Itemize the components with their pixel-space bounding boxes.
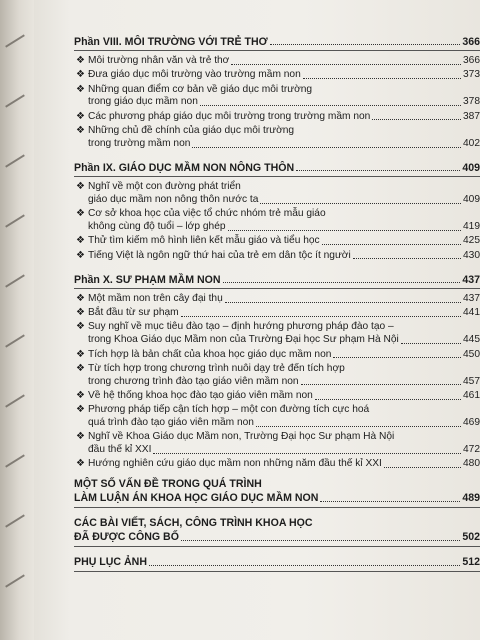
part-heading [74, 30, 480, 48]
entry-text: Bắt đầu từ sư phạm [88, 307, 179, 319]
section-rule [74, 571, 480, 572]
bullet-diamond-icon: ❖ [76, 69, 85, 81]
bullet-diamond-icon: ❖ [76, 458, 85, 470]
toc-entry [74, 125, 480, 151]
entry-last-line [88, 334, 480, 347]
part-page-number: 366 [462, 36, 480, 48]
entry-text: trong Khoa Giáo dục Mầm non của Trường Đại học Sư phạm Hà Nội [88, 334, 399, 346]
binding-stitch [5, 334, 25, 347]
bullet-diamond-icon: ❖ [76, 389, 85, 401]
table-of-contents [74, 30, 480, 580]
leader-dots [231, 64, 461, 65]
bullet-diamond-icon: ❖ [76, 124, 85, 136]
bullet-diamond-icon: ❖ [76, 83, 85, 95]
section-rule [74, 546, 480, 547]
entry-text-line: Những quan điểm cơ bản về giáo dục môi trường [88, 83, 313, 95]
entry-text: Tiếng Việt là ngôn ngữ thứ hai của trẻ em dân tộc ít người [88, 249, 351, 261]
entry-page-number: 437 [463, 292, 480, 304]
entry-text: giáo dục mầm non nông thôn nước ta [88, 193, 259, 205]
section-title-line: CÁC BÀI VIẾT, SÁCH, CÔNG TRÌNH KHOA HỌC [74, 516, 313, 529]
binding-stitch [5, 34, 25, 47]
entry-last-line [88, 444, 480, 457]
bullet-diamond-icon: ❖ [76, 362, 85, 374]
bullet-diamond-icon: ❖ [76, 208, 85, 220]
entry-page-number: 472 [463, 444, 480, 456]
entry-last-line [88, 250, 480, 263]
bullet-diamond-icon: ❖ [76, 249, 85, 261]
entry-last-line [88, 69, 480, 82]
section-title: ĐÃ ĐƯỢC CÔNG BỐ [74, 530, 179, 543]
toc-entry [74, 250, 480, 263]
section-title: PHỤ LỤC ẢNH [74, 555, 147, 568]
toc-entry [74, 307, 480, 320]
entry-page-number: 461 [463, 389, 480, 401]
entry-last-line [88, 349, 480, 362]
toc-entry [74, 69, 480, 82]
toc-entry [74, 458, 480, 471]
entry-text: Các phương pháp giáo dục môi trường trong trường mầm non [88, 110, 371, 122]
leader-dots [270, 44, 461, 45]
entry-page-number: 450 [463, 348, 480, 360]
toc-entry [74, 111, 480, 124]
toc-entry [74, 235, 480, 248]
bullet-diamond-icon: ❖ [76, 110, 85, 122]
entry-text: quá trình đào tạo giáo viên mầm non [88, 417, 254, 429]
entry-text: không cùng độ tuổi – lớp ghép [88, 220, 226, 232]
toc-entry [74, 55, 480, 68]
toc-entry [74, 349, 480, 362]
bullet-diamond-icon: ❖ [76, 431, 85, 443]
leader-dots [200, 105, 461, 106]
section-rule [74, 507, 480, 508]
entry-text-line: Từ tích hợp trong chương trình nuôi dạy trẻ đến tích hợp [88, 362, 345, 374]
entry-page-number: 378 [463, 96, 480, 108]
book-binding [0, 0, 34, 640]
bullet-diamond-icon: ❖ [76, 404, 85, 416]
leader-dots [225, 302, 461, 303]
entry-last-line [88, 293, 480, 306]
part-page-number: 437 [462, 273, 480, 286]
binding-stitch [5, 514, 25, 527]
toc-entry [74, 321, 480, 347]
entry-page-number: 419 [463, 220, 480, 232]
toc-entry [74, 404, 480, 430]
toc-entry [74, 390, 480, 403]
entry-text: Thử tìm kiếm mô hình liên kết mẫu giáo và tiểu học [88, 235, 320, 247]
section-title: LÀM LUẬN ÁN KHOA HỌC GIÁO DỤC MẦM NON [74, 491, 319, 504]
closing-section [74, 555, 480, 569]
bullet-diamond-icon: ❖ [76, 181, 85, 193]
bullet-diamond-icon: ❖ [76, 348, 85, 360]
entry-last-line [88, 390, 480, 403]
part-title: Phần IX. GIÁO DỤC MẦM NON NÔNG THÔN [74, 162, 295, 175]
book-page [34, 0, 480, 640]
entry-text: Môi trường nhân văn và trẻ thơ [88, 55, 230, 66]
part-title: Phần VIII. MÔI TRƯỜNG VỚI TRẺ THƠ [74, 36, 268, 48]
bullet-diamond-icon: ❖ [76, 307, 85, 319]
part-title: Phần X. SƯ PHẠM MẦM NON [74, 273, 221, 286]
section-title-last-line [74, 530, 480, 544]
leader-dots [322, 244, 461, 245]
closing-section [74, 477, 480, 505]
leader-dots [353, 258, 461, 259]
entry-text: Hướng nghiên cứu giáo dục mầm non những năm đầu thế kỉ XXI [88, 458, 382, 470]
section-title-line: MỘT SỐ VẤN ĐỀ TRONG QUÁ TRÌNH [74, 477, 262, 490]
entry-page-number: 469 [463, 417, 480, 429]
entry-text-line: Nghĩ về Khoa Giáo dục Mầm non, Trường Đại học Sư phạm Hà Nội [88, 431, 395, 443]
leader-dots [333, 357, 461, 358]
entry-last-line [88, 458, 480, 471]
entry-page-number: 480 [463, 458, 480, 470]
entry-last-line [88, 235, 480, 248]
entry-text: Về hệ thống khoa học đào tạo giáo viên mầm non [88, 389, 313, 401]
entry-text: đầu thế kỉ XXI [88, 444, 152, 456]
toc-entry [74, 293, 480, 306]
leader-dots [372, 119, 461, 120]
leader-dots [401, 343, 461, 344]
heading-rule [74, 288, 480, 289]
entry-page-number: 366 [463, 55, 480, 66]
section-page-number: 489 [462, 491, 480, 504]
binding-stitch [5, 274, 25, 287]
leader-dots [303, 78, 461, 79]
entry-last-line [88, 307, 480, 320]
leader-dots [192, 147, 461, 148]
entry-text-line: Nghĩ về một con đường phát triển [88, 181, 241, 193]
entry-text: trong giáo dục mầm non [88, 96, 198, 108]
leader-dots [320, 501, 460, 502]
entry-text: trong trường mầm non [88, 137, 191, 149]
heading-rule [74, 176, 480, 177]
leader-dots [149, 565, 460, 566]
closing-section [74, 516, 480, 544]
section-page-number: 512 [462, 555, 480, 568]
entry-page-number: 373 [463, 69, 480, 81]
entry-text-line: Suy nghĩ về mục tiêu đào tạo – định hướng phương pháp đào tạo – [88, 321, 394, 333]
entry-text: trong chương trình đào tạo giáo viên mầm non [88, 375, 299, 387]
leader-dots [301, 384, 461, 385]
entry-text: Tích hợp là bản chất của khoa học giáo dục mầm non [88, 348, 332, 360]
entry-last-line [88, 376, 480, 389]
entry-last-line [88, 417, 480, 430]
entry-last-line [88, 138, 480, 151]
bullet-diamond-icon: ❖ [76, 321, 85, 333]
entry-text-line: Cơ sở khoa học của việc tổ chức nhóm trẻ mẫu giáo [88, 208, 326, 220]
binding-stitch [5, 154, 25, 167]
leader-dots [181, 316, 461, 317]
toc-entry [74, 208, 480, 234]
entry-page-number: 441 [463, 307, 480, 319]
part-page-number: 409 [462, 162, 480, 175]
entry-page-number: 402 [463, 137, 480, 149]
binding-stitch [5, 574, 25, 587]
bullet-diamond-icon: ❖ [76, 292, 85, 304]
entry-last-line [88, 221, 480, 234]
toc-entry [74, 181, 480, 207]
entry-page-number: 430 [463, 249, 480, 261]
part-heading [74, 156, 480, 174]
binding-stitch [5, 94, 25, 107]
bullet-diamond-icon: ❖ [76, 235, 85, 247]
entry-page-number: 445 [463, 334, 480, 346]
entry-text-line: Những chủ đề chính của giáo dục môi trường [88, 124, 295, 136]
entry-text-line: Phương pháp tiếp cận tích hợp – một con đường tích cực hoá [88, 404, 370, 416]
entry-page-number: 387 [463, 110, 480, 122]
leader-dots [228, 230, 461, 231]
heading-rule [74, 50, 480, 51]
part-heading [74, 268, 480, 286]
leader-dots [315, 399, 461, 400]
leader-dots [384, 467, 461, 468]
entry-last-line [88, 194, 480, 207]
entry-page-number: 425 [463, 235, 480, 247]
section-page-number: 502 [462, 530, 480, 543]
binding-stitch [5, 394, 25, 407]
leader-dots [296, 170, 460, 171]
leader-dots [153, 453, 461, 454]
binding-stitch [5, 214, 25, 227]
entry-last-line [88, 111, 480, 124]
leader-dots [260, 203, 461, 204]
entry-text: Một mầm non trên cây đại thụ [88, 292, 223, 304]
entry-page-number: 457 [463, 375, 480, 387]
toc-entry [74, 363, 480, 389]
leader-dots [223, 282, 461, 283]
leader-dots [181, 540, 460, 541]
entry-page-number: 409 [463, 193, 480, 205]
leader-dots [256, 426, 461, 427]
entry-text: Đưa giáo dục môi trường vào trường mầm non [88, 69, 301, 81]
entry-last-line [88, 96, 480, 109]
section-title-last-line [74, 491, 480, 505]
toc-entry [74, 431, 480, 457]
bullet-diamond-icon: ❖ [76, 55, 85, 66]
binding-stitch [5, 454, 25, 467]
section-title-last-line [74, 555, 480, 569]
entry-last-line [88, 55, 480, 68]
toc-entry [74, 84, 480, 110]
